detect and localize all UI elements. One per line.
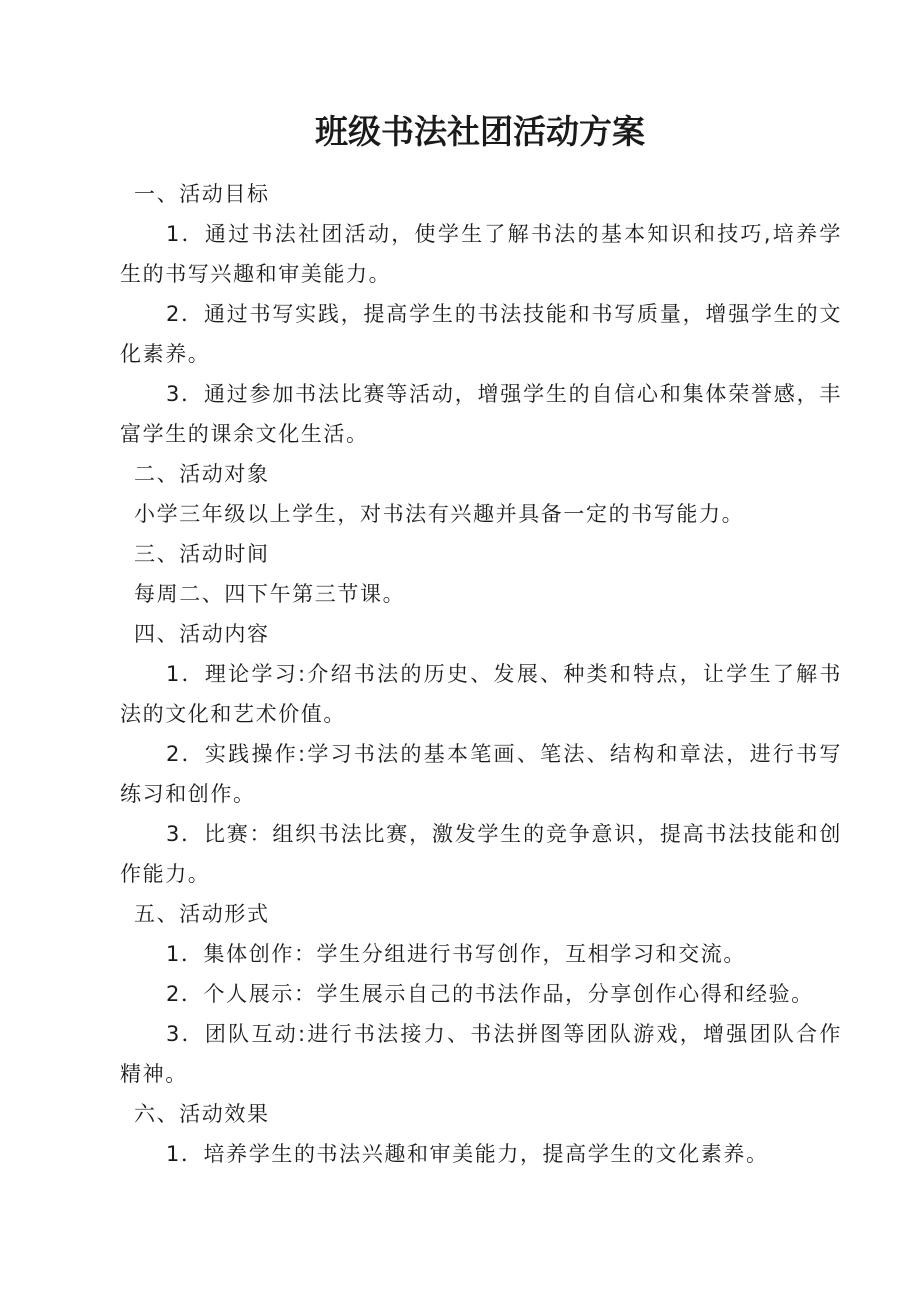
list-item: 3．比赛：组织书法比赛，激发学生的竞争意识，提高书法技能和创作能力。 — [120, 822, 842, 886]
list-item: 2．通过书写实践，提高学生的书法技能和书写质量，增强学生的文化素养。 — [120, 302, 842, 366]
section-time — [120, 534, 842, 614]
list-item: 1．集体创作：学生分组进行书写创作，互相学习和交流。 — [166, 942, 746, 966]
section-heading: 二、活动对象 — [134, 462, 270, 486]
section-content — [120, 614, 842, 894]
section-effects — [120, 1094, 842, 1174]
section-text: 小学三年级以上学生，对书法有兴趣并具备一定的书写能力。 — [134, 502, 745, 526]
list-item: 3．团队互动:进行书法接力、书法拼图等团队游戏，增强团队合作精神。 — [120, 1022, 842, 1086]
list-item: 1．培养学生的书法兴趣和审美能力，提高学生的文化素养。 — [166, 1142, 769, 1166]
section-goals — [120, 174, 842, 454]
section-heading: 一、活动目标 — [134, 182, 270, 206]
page-title: 班级书法社团活动方案 — [315, 112, 645, 151]
list-item: 3．通过参加书法比赛等活动，增强学生的自信心和集体荣誉感，丰富学生的课余文化生活。 — [120, 382, 842, 446]
section-heading: 四、活动内容 — [134, 622, 270, 646]
section-heading: 五、活动形式 — [134, 902, 270, 926]
section-participants — [120, 454, 842, 534]
list-item: 2．实践操作:学习书法的基本笔画、笔法、结构和章法，进行书写练习和创作。 — [120, 742, 842, 806]
section-heading: 三、活动时间 — [134, 542, 270, 566]
section-format — [120, 894, 842, 1094]
list-item: 2．个人展示：学生展示自己的书法作品，分享创作心得和经验。 — [166, 982, 814, 1006]
list-item: 1．理论学习:介绍书法的历史、发展、种类和特点，让学生了解书法的文化和艺术价值。 — [120, 662, 842, 726]
document-body — [120, 174, 842, 1174]
section-heading: 六、活动效果 — [134, 1102, 270, 1126]
list-item: 1．通过书法社团活动，使学生了解书法的基本知识和技巧,培养学生的书写兴趣和审美能力。 — [120, 222, 842, 286]
section-text: 每周二、四下午第三节课。 — [134, 582, 406, 606]
